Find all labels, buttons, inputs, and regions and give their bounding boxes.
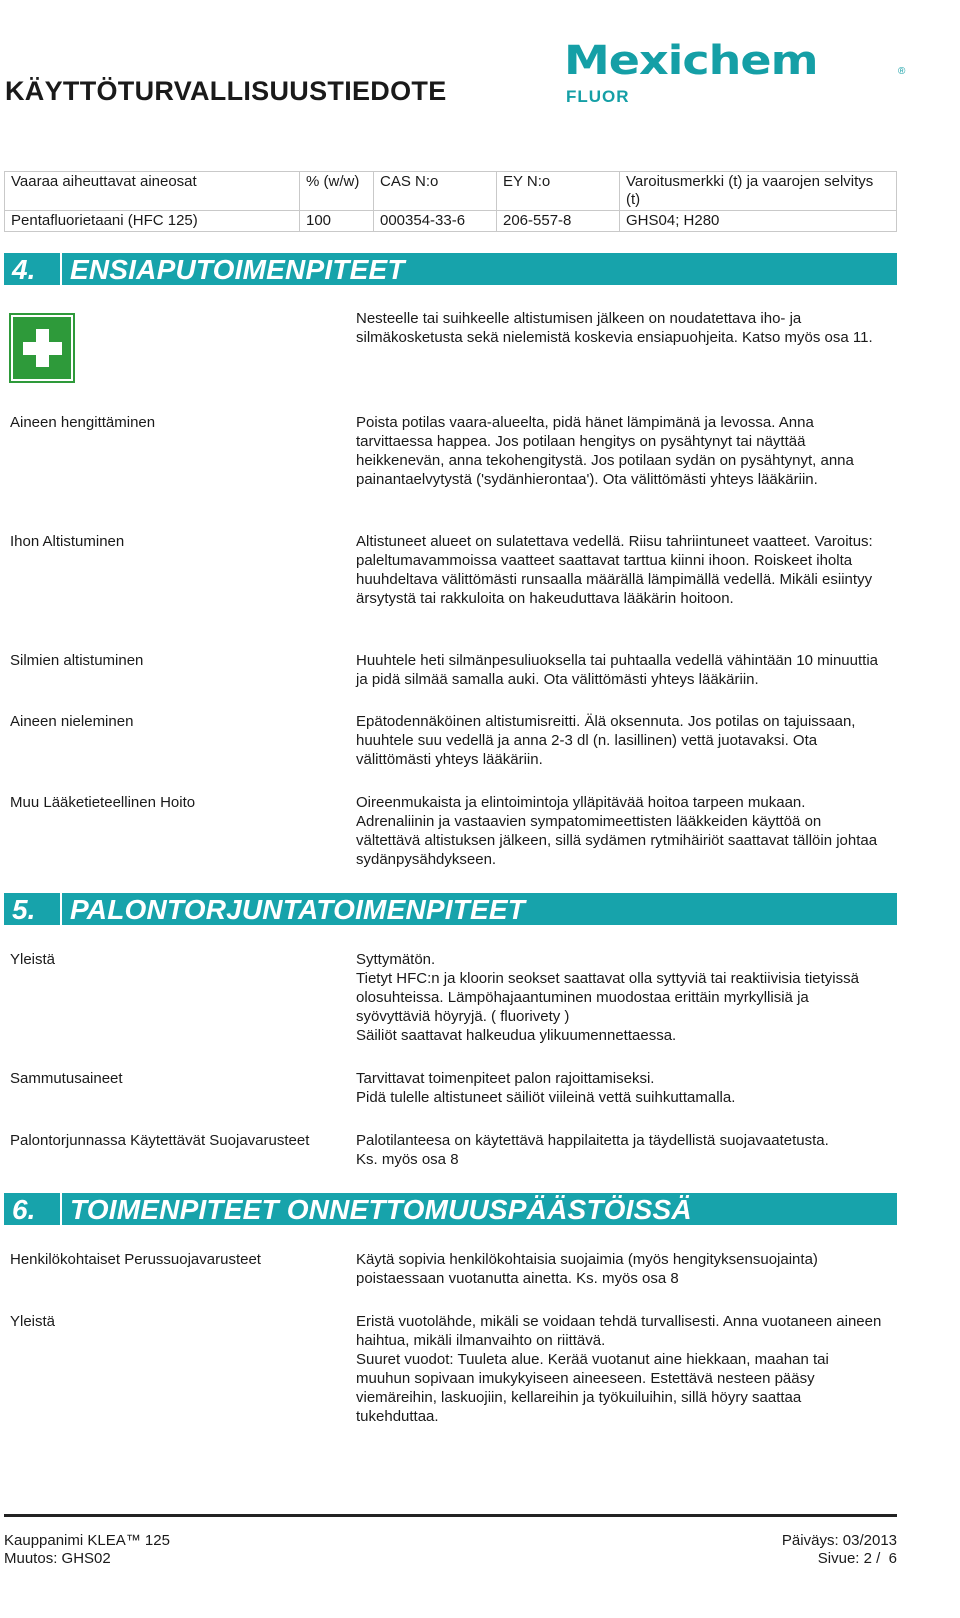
text-line: Säiliöt saattavat halkeudua ylikuumennettaessa.	[356, 1027, 677, 1044]
section-5-header	[4, 893, 897, 925]
text-line: Syttymätön.	[356, 951, 436, 968]
footer-date: Päiväys: 03/2013	[781, 1532, 897, 1549]
table-cell: GHS04; H280	[620, 211, 897, 232]
firefighting-equipment-label: Palontorjunnassa Käytettävät Suojavarusteet	[10, 1132, 310, 1149]
footer-page-number: Sivue: 2 / 6	[817, 1550, 897, 1567]
personal-protection-text	[356, 1250, 886, 1288]
logo-wordmark: Mexichem	[564, 36, 818, 84]
ingredients-table	[4, 171, 897, 232]
text-line: Suuret vuodot: Tuuleta alue. Kerää vuotanut aine hiekkaan, maahan tai muuhun sopivaan imukykyiseen aineeseen. Estettävä nesteen pääsy viemäreihin, laskuojiin, kellareihin ja työkuiluihin, sillä höyry saattaa tukehduttaa.	[356, 1351, 829, 1425]
text-line: Eristä vuotolähde, mikäli se voidaan tehdä turvallisesti. Anna vuotaneen aineen haihtua, mikäli ilmanvaihto on riittävä.	[356, 1313, 882, 1349]
logo-registered-mark: ®	[898, 66, 906, 77]
section-6-header	[4, 1193, 897, 1225]
skin-exposure-label: Ihon Altistuminen	[10, 533, 125, 550]
ingestion-text: Epätodennäköinen altistumisreitti. Älä oksennuta. Jos potilas on tajuissaan, huuhtele suu vedellä ja anna 2-3 dl (n. lasillinen) vettä juotavaksi. Ota välittömästi yhteys lääkäriin.	[356, 713, 856, 768]
table-cell: 100	[300, 211, 374, 232]
section-4-header	[4, 253, 897, 285]
section-4-intro: Nesteelle tai suihkeelle altistumisen jälkeen on noudatettava iho- ja silmäkosketusta sekä nielemistä koskevia ensiapuohjeita. Katso myös osa 11.	[356, 310, 873, 346]
table-cell: 206-557-8	[497, 211, 620, 232]
eye-exposure-text: Huuhtele heti silmänpesuliuoksella tai puhtaalla vedellä vähintään 10 minuuttia ja pidä silmää samalla auki. Ota välittömästi yhteys lääkäriin.	[356, 652, 879, 688]
extinguishing-media-text	[356, 1069, 886, 1107]
first-aid-cross-icon	[9, 313, 75, 383]
text-line: Pidä tulelle altistuneet säiliöt viileinä vettä suihkuttamalla.	[356, 1089, 736, 1106]
table-cell: Pentafluorietaani (HFC 125)	[5, 211, 300, 232]
footer-trade-name: Kauppanimi KLEA™ 125	[4, 1532, 170, 1549]
table-row	[5, 211, 897, 232]
skin-exposure-text: Altistuneet alueet on sulatettava vedellä. Riisu tahriintuneet vaatteet. Varoitus: paleltumavammoissa vaatteet saattavat tarttua kiinni ihoon. Roiskeet iholta huuhdeltava välittömästi runsaalla määrällä lämpimällä vedellä. Mikäli esiintyy ärsytystä tai rakkuloita on hakeuduttava lääkärin hoitoon.	[356, 533, 873, 607]
other-medical-treatment-text: Oireenmukaista ja elintoimintoja ylläpitävää hoitoa tarpeen mukaan. Adrenaliinin ja vastaavien sympatomimeettisten lääkkeiden käyttöä on vältettävä altistuksen jälkeen, sillä sydämen rytmihäiriöt saattavat tällöin johtaa sydänpysähdykseen.	[356, 794, 878, 868]
text-line: Tietyt HFC:n ja kloorin seokset saattavat olla syttyviä tai reaktiivisia tietyissä olosuhteissa. Lämpöhajaantuminen muodostaa erittäin myrkyllisiä ja syövyttäviä höyryjä. ( fluorivety )	[356, 970, 859, 1025]
ingestion-label: Aineen nieleminen	[10, 713, 134, 730]
section-title: TOIMENPITEET ONNETTOMUUSPÄÄSTÖISSÄ	[70, 1194, 692, 1225]
table-header-cell: CAS N:o	[374, 172, 497, 211]
logo-subtitle: FLUOR	[566, 87, 630, 106]
section-number: 6.	[12, 1194, 36, 1225]
general-fire-text	[356, 950, 886, 1045]
text-line: Ks. myös osa 8	[356, 1151, 459, 1168]
inhalation-label: Aineen hengittäminen	[10, 414, 156, 431]
table-cell: 000354-33-6	[374, 211, 497, 232]
table-header-row	[5, 172, 897, 211]
section-title: PALONTORJUNTATOIMENPITEET	[70, 894, 526, 925]
footer-revision: Muutos: GHS02	[4, 1550, 111, 1567]
footer-divider	[4, 1514, 897, 1517]
section-title: ENSIAPUTOIMENPITEET	[70, 254, 405, 285]
text-line: Tarvittavat toimenpiteet palon rajoittamiseksi.	[356, 1070, 655, 1087]
section-number: 5.	[12, 894, 36, 925]
company-logo	[542, 36, 922, 116]
general-spill-label: Yleistä	[10, 1313, 56, 1330]
section-number: 4.	[12, 254, 36, 285]
section-divider	[60, 893, 62, 925]
table-header-cell: Varoitusmerkki (t) ja vaarojen selvitys (t)	[620, 172, 897, 211]
general-spill-text	[356, 1312, 886, 1426]
extinguishing-media-label: Sammutusaineet	[10, 1070, 123, 1087]
section-divider	[60, 253, 62, 285]
table-header-cell: Vaaraa aiheuttavat aineosat	[5, 172, 300, 211]
text-line: Käytä sopivia henkilökohtaisia suojaimia (myös hengityksensuojainta) poistaessaan vuotanutta ainetta. Ks. myös osa 8	[356, 1251, 818, 1287]
firefighting-equipment-text	[356, 1131, 886, 1169]
table-header-cell: % (w/w)	[300, 172, 374, 211]
text-line: Palotilanteesa on käytettävä happilaitetta ja täydellistä suojavaatetusta.	[356, 1132, 829, 1149]
personal-protection-label: Henkilökohtaiset Perussuojavarusteet	[10, 1251, 261, 1268]
eye-exposure-label: Silmien altistuminen	[10, 652, 144, 669]
inhalation-text: Poista potilas vaara-alueelta, pidä hänet lämpimänä ja levossa. Anna tarvittaessa happea. Jos potilaan hengitys on pysähtynyt tai näyttää heikkenevän, anna tekohengitystä. Jos potilaan sydän on pysähtynyt, anna painantaelvytystä ('sydänhierontaa'). Ota välittömästi yhteys lääkäriin.	[356, 414, 854, 488]
table-header-cell: EY N:o	[497, 172, 620, 211]
general-fire-label: Yleistä	[10, 951, 56, 968]
document-title: KÄYTTÖTURVALLISUUSTIEDOTE	[5, 76, 447, 106]
section-divider	[60, 1193, 62, 1225]
other-medical-treatment-label: Muu Lääketieteellinen Hoito	[10, 794, 196, 811]
